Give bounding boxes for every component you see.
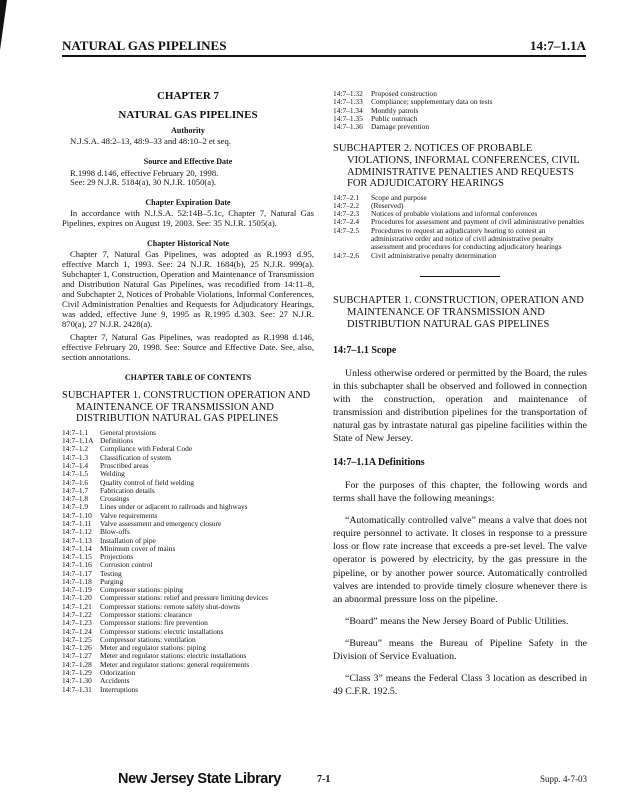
supplement-date: Supp. 4-7-03 — [540, 774, 587, 784]
toc-item-title: Definitions — [100, 436, 134, 446]
page-footer — [62, 771, 587, 789]
toc-item-number: 14:7–1.19 — [62, 585, 92, 595]
toc-item-title: Valve requirements — [100, 510, 158, 520]
toc-item-number: 14:7–1.20 — [62, 593, 92, 603]
definitions-heading: 14:7–1.1A Definitions — [333, 457, 425, 469]
toc-list-1-continued — [333, 90, 587, 131]
toc-item-number: 14:7–1.6 — [62, 477, 89, 487]
definition-bureau: “Bureau” means the Bureau of Pipeline Safety in the Division of Service Evaluation. — [333, 638, 587, 663]
toc-item-number: 14:7–1.10 — [62, 510, 92, 520]
toc-item-title: Lines under or adjacent to railroads and highways — [100, 502, 248, 512]
toc-item-number: 14:7–1.28 — [62, 659, 92, 669]
toc-item-number: 14:7–1.36 — [333, 122, 363, 132]
toc-item-number: 14:7–1.23 — [62, 618, 92, 628]
toc-item-title: Scope and purpose — [371, 192, 427, 202]
toc-item-number: 14:7–1.18 — [62, 576, 92, 586]
toc-item-number: 14:7–1.24 — [62, 626, 92, 636]
toc-item-title: Compliance with Federal Code — [100, 444, 193, 454]
expiration-text: In accordance with N.J.S.A. 52:14B–5.1c, Chapter 7, Natural Gas Pipelines, expires on August 19, 2003. See: 35 N.J.R. 1505(a). — [62, 208, 314, 229]
toc-item-title: Public outreach — [371, 113, 418, 123]
toc-item-title: Projections — [100, 552, 134, 562]
toc-item-number: 14:7–1.14 — [62, 543, 92, 553]
toc-item-title: Monthly patrols — [371, 105, 419, 115]
toc-item-number: 14:7–1.1A — [62, 436, 94, 446]
toc-item-number: 14:7–1.15 — [62, 552, 92, 562]
scope-text: Unless otherwise ordered or permitted by the Board, the rules in this subchapter shall be observed and followed in connection with the construction, operation and maintenance of transmission and distribution pipelines for the transportation of natural gas by intrastate natural gas pipeline facilities within the State of New Jersey. — [333, 367, 587, 445]
toc-item-title: Minimum cover of mains — [100, 543, 176, 553]
scope-heading: 14:7–1.1 Scope — [333, 345, 397, 357]
toc-item-title: Welding — [100, 469, 125, 479]
toc-item-number: 14:7–1.16 — [62, 560, 92, 570]
toc-item-number: 14:7–2.6 — [333, 250, 360, 260]
toc-item-number: 14:7–1.7 — [62, 485, 89, 495]
toc-item-title: Meter and regulator stations: piping — [100, 643, 206, 653]
toc-item-title: Corrosion control — [100, 560, 153, 570]
toc-item-title: Compressor stations: relief and pressure limiting devices — [100, 593, 268, 603]
toc-item-title: Meter and regulator stations: general requirements — [100, 659, 250, 669]
toc-item-title: Compressor stations: clearance — [100, 610, 192, 620]
toc-item-title: Fabrication details — [100, 485, 155, 495]
toc-item-title: Compressor stations: electric installations — [100, 626, 224, 636]
authority-heading: Authority — [171, 126, 205, 136]
source-heading: Source and Effective Date — [143, 157, 233, 167]
toc-item-title: Civil administrative penalty determination — [371, 250, 497, 260]
toc-item-number: 14:7–1.8 — [62, 494, 89, 504]
toc-list-1 — [62, 429, 314, 694]
right-column — [333, 90, 587, 708]
running-header — [62, 38, 586, 54]
toc-item-number: 14:7–1.17 — [62, 568, 92, 578]
subchapter-2-toc-heading: SUBCHAPTER 2. NOTICES OF PROBABLE VIOLATIONS, INFORMAL CONFERENCES, CIVIL ADMINISTRATIVE PENALTIES AND REQUESTS FOR ADJUDICATORY HEARINGS — [333, 143, 580, 190]
header-section: 14:7–1.1A — [530, 38, 586, 53]
left-column — [62, 90, 314, 694]
chapter-title: NATURAL GAS PIPELINES — [118, 108, 258, 121]
authority-text: N.J.S.A. 48:2–13, 48:9–33 and 48:10–2 et seq. — [70, 136, 231, 147]
toc-item-number: 14:7–1.12 — [62, 527, 92, 537]
toc-item-title: Valve assessment and emergency closure — [100, 518, 222, 528]
toc-item-title: Interruptions — [100, 684, 139, 694]
historical-note-2: Chapter 7, Natural Gas Pipelines, was readopted as R.1998 d.146, effective February 20, 1998. See: Source and Effective Date. See, also, section annotations. — [62, 332, 314, 363]
toc-item-number: 14:7–1.22 — [62, 610, 92, 620]
toc-item-number: 14:7–2.4 — [333, 217, 360, 227]
chapter-number: CHAPTER 7 — [156, 90, 220, 102]
toc-item-title: Odorization — [100, 668, 136, 678]
library-stamp: New Jersey State Library — [118, 771, 281, 787]
toc-item-number: 14:7–1.11 — [62, 518, 92, 528]
toc-item-title: Compressor stations: fire prevention — [100, 618, 208, 628]
toc-item-number: 14:7–1.29 — [62, 668, 92, 678]
toc-item-title: (Reserved) — [371, 200, 404, 210]
toc-item-number: 14:7–1.35 — [333, 113, 363, 123]
toc-item-title: Procedures to request an adjudicatory hearing to contest an administrative order and notice of civil administrative penalty assessment and procedures for conducting adjudicatory hearings — [371, 225, 562, 252]
toc-item-number: 14:7–1.32 — [333, 89, 363, 98]
toc-item-number: 14:7–2.2 — [333, 200, 360, 210]
toc-item-title: Purging — [100, 576, 124, 586]
toc-item-title: Quality control of field welding — [100, 477, 195, 487]
toc-item-title: Compliance; supplementary data on tests — [371, 97, 493, 107]
toc-item-number: 14:7–1.27 — [62, 651, 92, 661]
toc-item-title: General provisions — [100, 427, 157, 437]
toc-item-number: 14:7–1.9 — [62, 502, 89, 512]
corner-mark — [0, 0, 7, 50]
toc-item-number: 14:7–2.1 — [333, 192, 360, 202]
toc-item-title: Installation of pipe — [100, 535, 156, 545]
toc-item-number: 14:7–1.13 — [62, 535, 92, 545]
toc-item-number: 14:7–2.5 — [333, 225, 360, 235]
toc-item-number: 14:7–1.1 — [62, 427, 89, 437]
source-line-2: See: 29 N.J.R. 5184(a), 30 N.J.R. 1050(a). — [70, 177, 217, 188]
header-title: NATURAL GAS PIPELINES — [62, 38, 227, 53]
toc-item-title: Meter and regulator stations: electric installations — [100, 651, 247, 661]
toc-item-number: 14:7–2.3 — [333, 209, 360, 219]
toc-item-number: 14:7–1.3 — [62, 452, 89, 462]
toc-item-number: 14:7–1.33 — [333, 97, 363, 107]
toc-item-title: Compressor stations: ventilation — [100, 634, 196, 644]
toc-item-title: Classification of system — [100, 452, 172, 462]
toc-item-title: Testing — [100, 568, 122, 578]
toc-item-title: Proposed construction — [371, 89, 437, 98]
source-line-1: R.1998 d.146, effective February 20, 1998. — [70, 167, 219, 178]
toc-item-number: 14:7–1.5 — [62, 469, 89, 479]
toc-item-number: 14:7–1.30 — [62, 676, 92, 686]
toc-item-title: Compressor stations: piping — [100, 585, 183, 595]
subchapter-1-heading: SUBCHAPTER 1. CONSTRUCTION, OPERATION AND MAINTENANCE OF TRANSMISSION AND DISTRIBUTION NATURAL GAS PIPELINES — [333, 294, 584, 330]
toc-item-title: Notices of probable violations and informal conferences — [371, 209, 538, 219]
toc-item-title: Procedures for assessment and payment of civil administrative penalties — [371, 217, 585, 227]
definition-board: “Board” means the New Jersey Board of Public Utilities. — [345, 615, 569, 627]
toc-item-number: 14:7–1.4 — [62, 460, 89, 470]
toc-list-2 — [333, 194, 587, 260]
expiration-heading: Chapter Expiration Date — [145, 198, 231, 208]
toc-item-number: 14:7–1.25 — [62, 634, 92, 644]
historical-note-heading: Chapter Historical Note — [146, 239, 230, 249]
historical-note-1: Chapter 7, Natural Gas Pipelines, was adopted as R.1993 d.95, effective March 1, 1993. See: 24 N.J.R. 1684(b), 25 N.J.R. 999(a). Subchapter 1, Construction, Operation and Maintenance of Transmission and Distribution Natural Gas Pipelines, was recodified from 14:11–8, and Subchapter 2, Notices of Probable Violations, Informal Conferences, Civil Administration Penalties and Requests for Adjudicatory Hearings, was added, effective June 9, 1995 as R.1995 d.303. See: 27 N.J.R. 870(a), 27 N.J.R. 2428(a). — [62, 249, 314, 329]
page-number: 7-1 — [317, 774, 331, 785]
toc-item-number: 14:7–1.31 — [62, 684, 92, 694]
header-rule — [62, 55, 586, 57]
toc-item-title: Blow-offs — [100, 527, 130, 537]
toc-item-number: 14:7–1.21 — [62, 601, 92, 611]
definitions-intro: For the purposes of this chapter, the following words and terms shall have the following meanings: — [333, 479, 587, 504]
toc-heading: CHAPTER TABLE OF CONTENTS — [124, 373, 252, 383]
toc-item-number: 14:7–1.34 — [333, 105, 363, 115]
toc-item-title: Compressor stations: remote safety shut-downs — [100, 601, 240, 611]
definition-automatic-valve: “Automatically controlled valve” means a valve that does not require personnel to activate. It closes in response to a pressure loss or flow rate increase that exceeds a pre-set level. The valve operator is powered by electricity, by the gas pressure in the pipeline, or by another power source. Automatically controlled valves are intended to provide timely closure whenever there is an abnormal pressure loss on the pipeline. — [333, 515, 587, 605]
toc-item-title: Accidents — [100, 676, 130, 686]
toc-item-title: Crossings — [100, 494, 130, 504]
definition-class-3: “Class 3” means the Federal Class 3 location as described in 49 C.F.R. 192.5. — [333, 673, 587, 698]
subchapter-1-toc-heading: SUBCHAPTER 1. CONSTRUCTION OPERATION AND MAINTENANCE OF TRANSMISSION AND DISTRIBUTION NATURAL GAS PIPELINES — [62, 390, 311, 425]
toc-item-number: 14:7–1.26 — [62, 643, 92, 653]
toc-item-title: Damage prevention — [371, 122, 430, 132]
toc-item-title: Proscribed areas — [100, 460, 149, 470]
section-separator — [420, 276, 500, 277]
toc-item-number: 14:7–1.2 — [62, 444, 89, 454]
